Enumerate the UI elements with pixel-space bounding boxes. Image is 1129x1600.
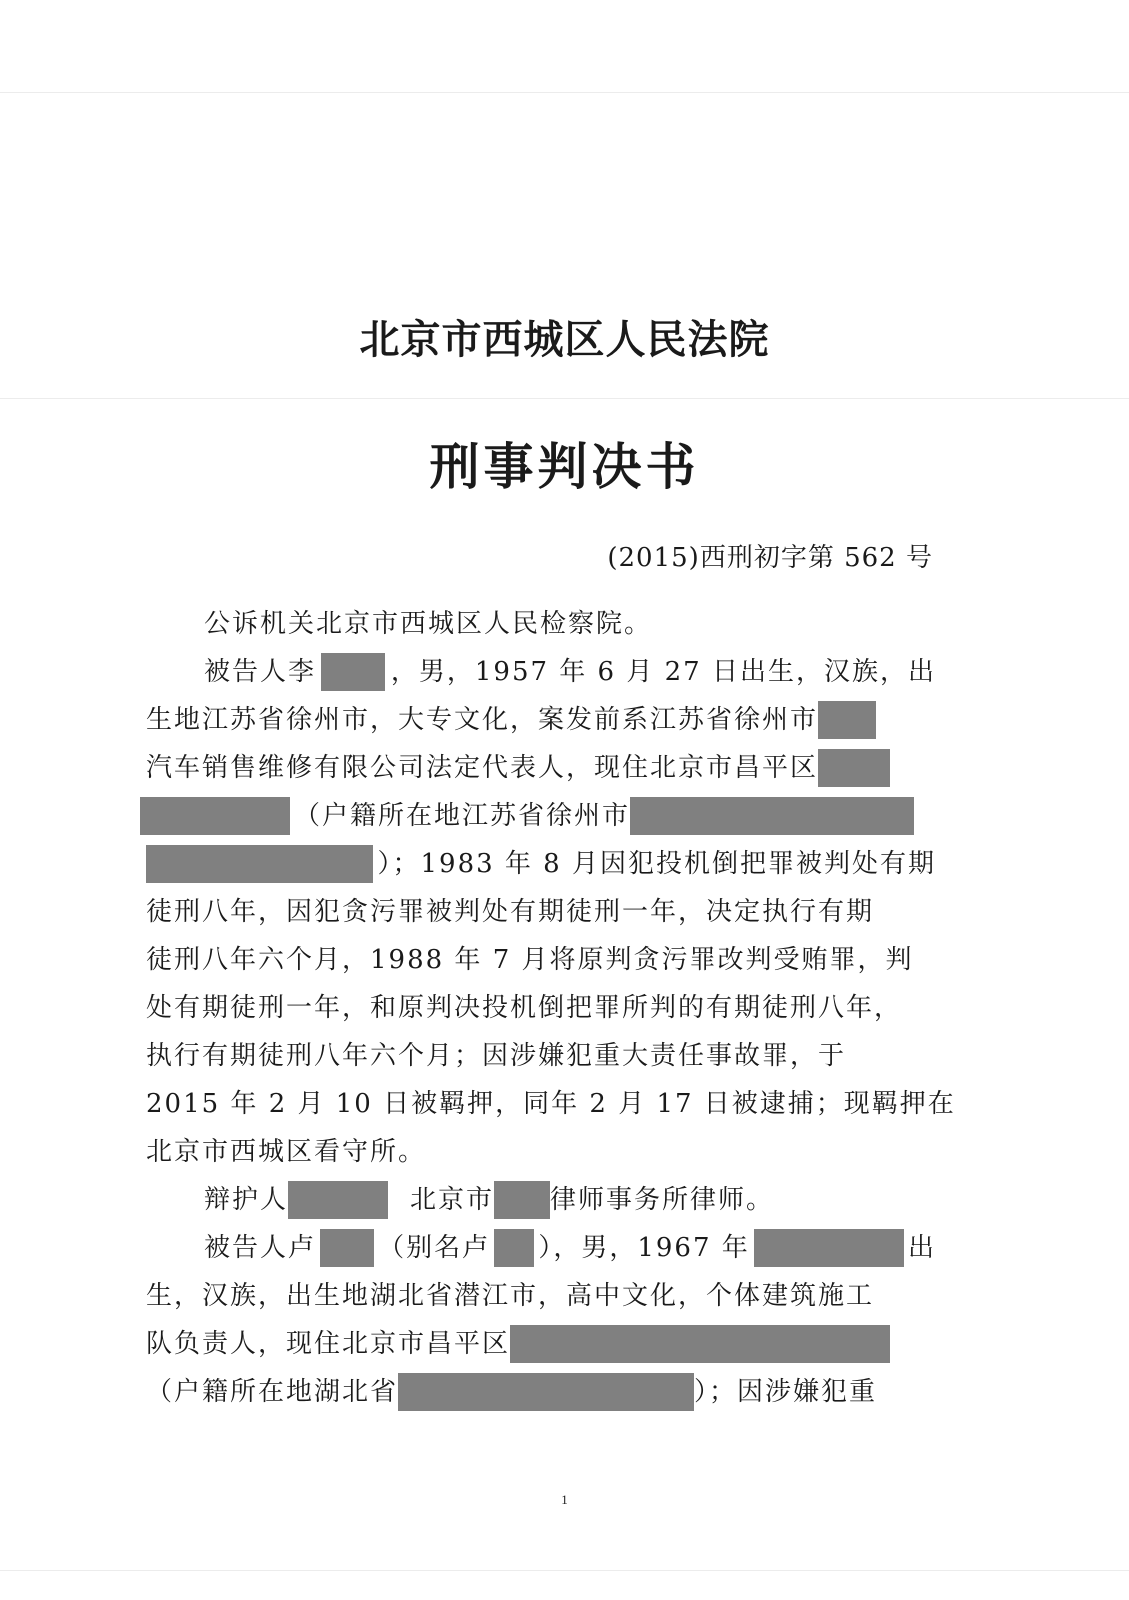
prosecutor-line: 公诉机关北京市西城区人民检察院。 [204,609,653,639]
page-number: 1 [561,1492,568,1507]
text-line [146,792,936,840]
text-line [146,1176,936,1224]
text-span: 北京市西城区看守所。 [146,1137,427,1167]
text-span: 北京市 [410,1185,495,1215]
text-span: 徒刑八年六个月，1988 年 7 月将原判贪污罪改判受贿罪，判 [146,945,914,975]
text-span: 被告人李 [204,657,317,687]
text-span: （别名卢 [378,1233,491,1263]
text-span: 生，汉族，出生地湖北省潜江市，高中文化，个体建筑施工 [146,1281,875,1311]
judgment-body [146,600,956,1416]
text-line [146,1080,956,1128]
text-span: ，男，1957 年 6 月 27 日出生，汉族，出 [390,657,936,687]
redaction-block [754,1229,904,1267]
text-span: 被告人卢 [204,1233,317,1263]
text-line [146,648,936,696]
text-line [146,888,936,936]
redaction-block [146,845,373,883]
text-line [146,1272,936,1320]
redaction-block [630,797,914,835]
scan-artifact-line [0,1570,1129,1571]
scan-artifact-line [0,92,1129,93]
court-name: 北京市西城区人民法院 [359,316,770,363]
text-line [146,1368,936,1416]
text-span: 辩护人 [204,1185,289,1215]
text-span: ），男，1967 年 [538,1233,750,1263]
redaction-block [818,701,876,739]
text-span: ）；1983 年 8 月因犯投机倒把罪被判处有期 [377,849,936,879]
text-line [146,984,936,1032]
text-span: （户籍所在地江苏省徐州市 [294,801,631,831]
text-line [146,1032,936,1080]
redaction-block [494,1229,534,1267]
text-line [146,600,936,648]
redaction-block [510,1325,890,1363]
text-line [146,696,936,744]
text-span: 队负责人，现住北京市昌平区 [146,1329,511,1359]
text-span: 生地江苏省徐州市，大专文化，案发前系江苏省徐州市 [146,705,819,735]
redaction-block [288,1181,388,1219]
text-span: 汽车销售维修有限公司法定代表人，现住北京市昌平区 [146,753,819,783]
redaction-block [321,653,385,691]
redaction-block [320,1229,374,1267]
redaction-block [818,749,890,787]
document-title: 刑事判决书 [429,437,700,496]
redaction-block [398,1373,694,1411]
text-line [146,1128,936,1176]
text-line [146,936,936,984]
text-span: 处有期徒刑一年，和原判决投机倒把罪所判的有期徒刑八年， [146,993,903,1023]
redaction-block [140,797,290,835]
text-span: 执行有期徒刑八年六个月；因涉嫌犯重大责任事故罪，于 [146,1041,847,1071]
scan-artifact-line [0,398,1129,399]
text-span: 律师事务所律师。 [550,1185,775,1215]
text-span: （户籍所在地湖北省 [146,1377,399,1407]
text-span: 出 [907,1233,936,1263]
text-span: 2015 年 2 月 10 日被羁押，同年 2 月 17 日被逮捕；现羁押在 [146,1089,956,1119]
text-line [146,1224,936,1272]
text-span: ）；因涉嫌犯重 [694,1377,878,1407]
redaction-block [494,1181,550,1219]
text-line [146,744,936,792]
text-line [146,840,936,888]
case-number: (2015)西刑初字第 562 号 [607,543,933,573]
text-line [146,1320,936,1368]
text-span: 徒刑八年，因犯贪污罪被判处有期徒刑一年，决定执行有期 [146,897,875,927]
